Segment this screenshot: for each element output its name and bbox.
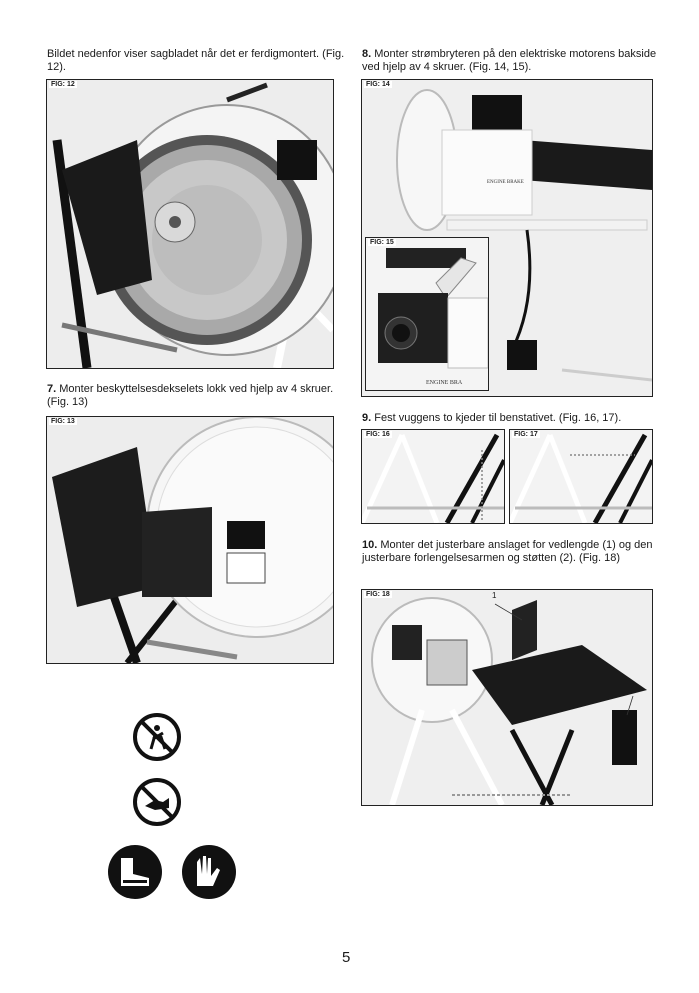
figure-14-label: FIG: 14 xyxy=(366,81,390,88)
callout-1: 1 xyxy=(492,591,497,600)
fig14-engraving-text: ENGINE BRAKE xyxy=(487,180,524,185)
switch-closeup-illustration xyxy=(366,238,488,390)
callout-2: 2 xyxy=(630,682,635,691)
figure-12-label: FIG: 12 xyxy=(51,81,75,88)
step-8-text xyxy=(362,48,662,74)
step-9-number: 9. xyxy=(362,412,372,424)
chain-attachment-illustration-a xyxy=(362,430,504,523)
step-10-body: Monter det justerbare anslaget for vedlengde (1) og den justerbare forlengelsesarmen og støtten (2). (Fig. 18) xyxy=(362,539,653,564)
step-9-body: Fest vuggens to kjeder til benstativet. (Fig. 16, 17). xyxy=(374,412,622,424)
figure-15-label: FIG: 15 xyxy=(370,239,394,246)
figure-16 xyxy=(361,429,505,524)
chain-attachment-illustration-b xyxy=(510,430,652,523)
step-8-number: 8. xyxy=(362,48,372,60)
safety-gloves-icon xyxy=(181,844,237,900)
step-9-text xyxy=(362,412,662,425)
step-7-body: Monter beskyttelsesdekselets lokk ved hjelp av 4 skruer. (Fig. 13) xyxy=(47,383,334,408)
saw-blade-illustration xyxy=(47,80,333,368)
no-hand-near-blade-icon xyxy=(133,778,181,826)
figure-18 xyxy=(361,589,653,806)
step-7-text xyxy=(47,383,337,409)
figure-13-label: FIG: 13 xyxy=(51,418,75,425)
figure-18-label: FIG: 18 xyxy=(366,591,390,598)
step-10-number: 10. xyxy=(362,539,378,551)
intro-text: Bildet nedenfor viser sagbladet når det er ferdigmontert. (Fig. 12). xyxy=(47,48,345,73)
fig15-engraving-text: ENGINE BRA xyxy=(426,380,463,386)
figure-17 xyxy=(509,429,653,524)
figure-15 xyxy=(365,237,489,391)
figure-12 xyxy=(46,79,334,369)
figure-17-label: FIG: 17 xyxy=(514,431,538,438)
step-8-body: Monter strømbryteren på den elektriske motorens bakside ved hjelp av 4 skruer. (Fig. 14, 15). xyxy=(362,48,657,73)
step-10-text xyxy=(362,539,657,565)
blade-cover-illustration xyxy=(47,417,333,663)
figure-16-label: FIG: 16 xyxy=(366,431,390,438)
safety-boots-icon xyxy=(107,844,163,900)
log-stop-extension-illustration xyxy=(362,590,652,805)
no-standing-icon xyxy=(133,713,181,761)
figure-13 xyxy=(46,416,334,664)
page-number: 5 xyxy=(342,949,351,966)
step-7-number: 7. xyxy=(47,383,57,395)
